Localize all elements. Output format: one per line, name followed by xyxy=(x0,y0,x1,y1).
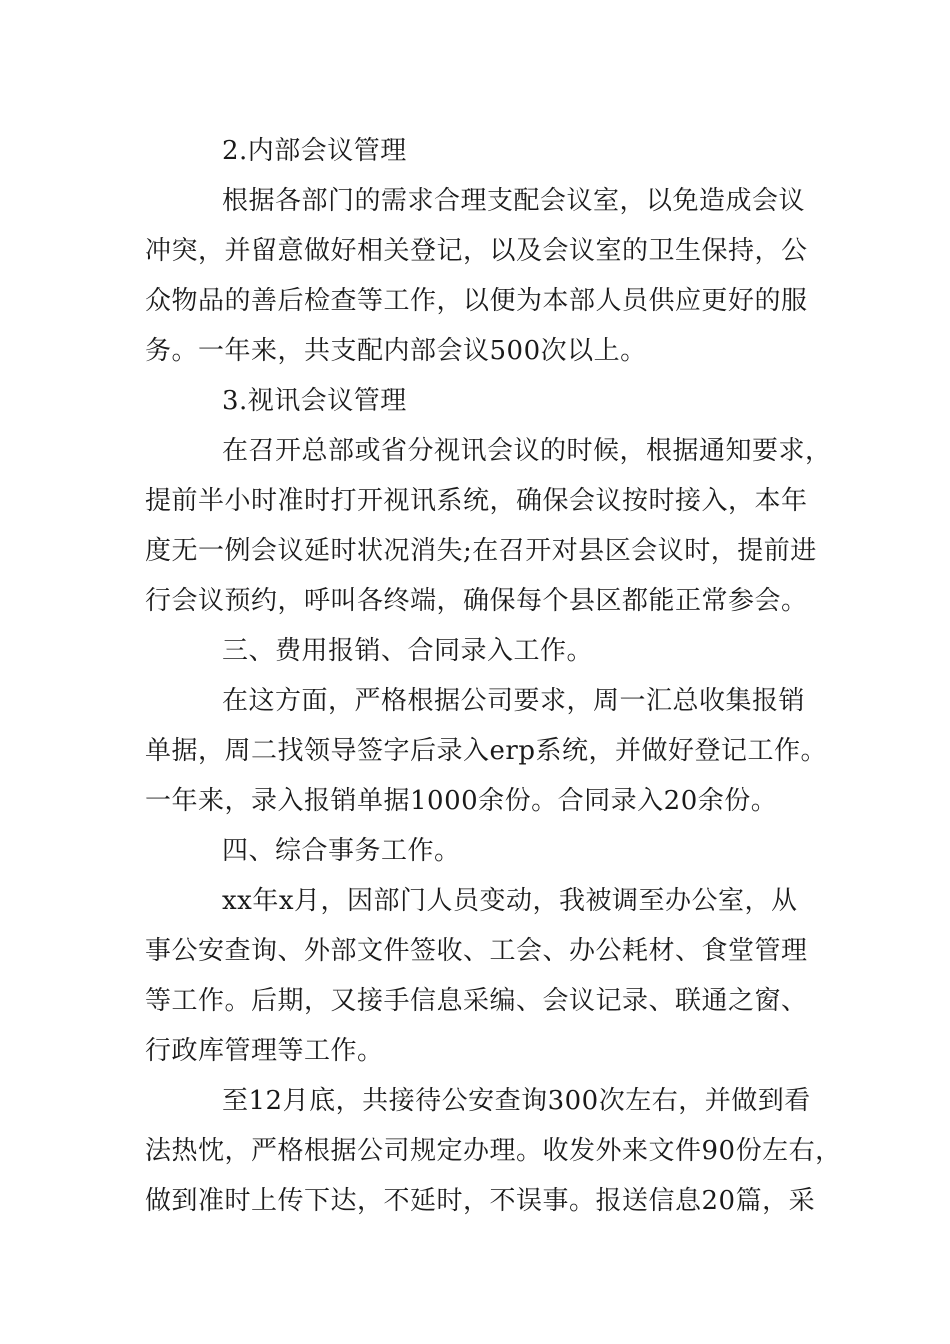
heading-expense: 三、费用报销、合同录入工作。 xyxy=(222,636,594,666)
paragraph-line: 做到准时上传下达，不延时，不误事。报送信息20篇，采 xyxy=(145,1186,816,1216)
paragraph-line: 度无一例会议延时状况消失;在召开对县区会议时，提前进 xyxy=(145,536,817,566)
heading-video-meeting: 3.视讯会议管理 xyxy=(222,386,407,416)
paragraph-line: 至12月底，共接待公安查询300次左右，并做到看 xyxy=(222,1086,811,1116)
paragraph-line: 众物品的善后检查等工作，以便为本部人员供应更好的服 xyxy=(145,286,808,316)
heading-internal-meeting: 2.内部会议管理 xyxy=(222,136,407,166)
paragraph-line: xx年x月，因部门人员变动，我被调至办公室，从 xyxy=(222,886,798,916)
paragraph-line: 在这方面，严格根据公司要求，周一汇总收集报销 xyxy=(222,686,806,716)
paragraph-line: 提前半小时准时打开视讯系统，确保会议按时接入，本年 xyxy=(145,486,808,516)
paragraph-line: 法热忱，严格根据公司规定办理。收发外来文件90份左右， xyxy=(145,1136,842,1166)
paragraph-line: 务。一年来，共支配内部会议500次以上。 xyxy=(145,336,647,366)
paragraph-line: 冲突，并留意做好相关登记，以及会议室的卫生保持，公 xyxy=(145,236,808,266)
paragraph-line: 单据，周二找领导签字后录入erp系统，并做好登记工作。 xyxy=(145,736,827,766)
paragraph-line: 等工作。后期，又接手信息采编、会议记录、联通之窗、 xyxy=(145,986,808,1016)
paragraph-line: 行会议预约，呼叫各终端，确保每个县区都能正常参会。 xyxy=(145,586,808,616)
paragraph-line: 在召开总部或省分视讯会议的时候，根据通知要求， xyxy=(222,436,832,466)
paragraph-line: 事公安查询、外部文件签收、工会、办公耗材、食堂管理 xyxy=(145,936,808,966)
heading-general-affairs: 四、综合事务工作。 xyxy=(222,836,461,866)
paragraph-line: 行政库管理等工作。 xyxy=(145,1036,384,1066)
paragraph-line: 根据各部门的需求合理支配会议室，以免造成会议 xyxy=(222,186,806,216)
paragraph-line: 一年来，录入报销单据1000余份。合同录入20余份。 xyxy=(145,786,778,816)
